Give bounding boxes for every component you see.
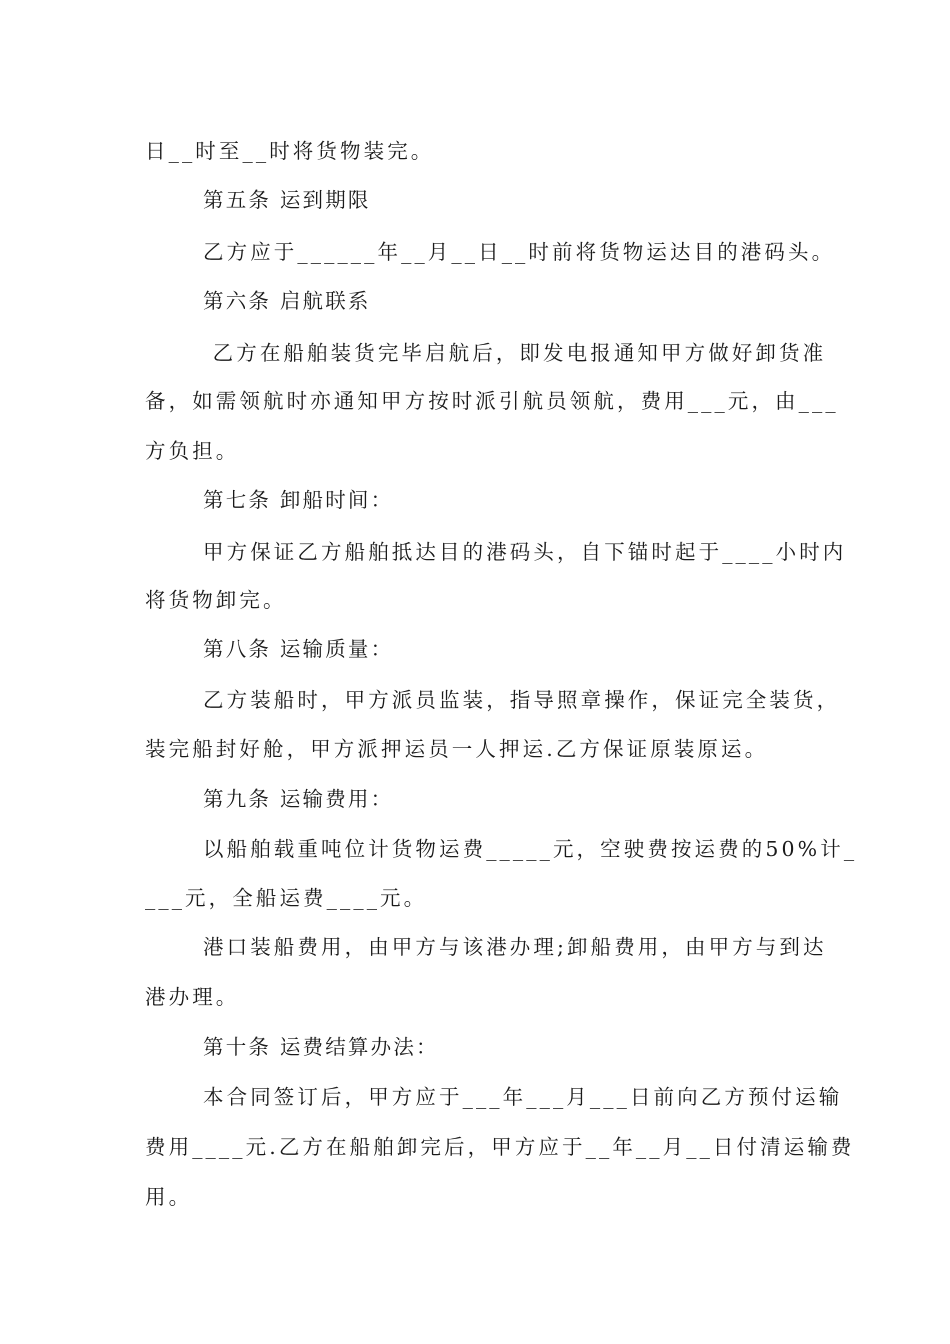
paragraph-line: 方负担。 bbox=[145, 439, 240, 463]
article-5-heading: 第五条 运到期限 bbox=[203, 188, 371, 212]
paragraph-line: 本合同签订后，甲方应于___年___月___日前向乙方预付运输 bbox=[203, 1085, 843, 1109]
article-7-heading: 第七条 卸船时间： bbox=[203, 488, 394, 512]
paragraph-line: 港口装船费用，由甲方与该港办理;卸船费用，由甲方与到达 bbox=[203, 935, 827, 959]
paragraph-line: 日__时至__时将货物装完。 bbox=[145, 139, 435, 163]
paragraph-line: 港办理。 bbox=[145, 985, 240, 1009]
paragraph-line: 装完船封好舱，甲方派押运员一人押运.乙方保证原装原运。 bbox=[145, 737, 769, 761]
paragraph-line: ___元，全船运费____元。 bbox=[145, 886, 428, 910]
paragraph-line: 以船舶载重吨位计货物运费_____元，空驶费按运费的50%计_ bbox=[203, 837, 858, 861]
article-8-heading: 第八条 运输质量： bbox=[203, 637, 394, 661]
paragraph-line: 甲方保证乙方船舶抵达目的港码头，自下锚时起于____小时内 bbox=[203, 540, 847, 564]
paragraph-line: 乙方应于______年__月__日__时前将货物运达目的港码头。 bbox=[203, 240, 836, 264]
article-6-heading: 第六条 启航联系 bbox=[203, 289, 371, 313]
paragraph-line: 用。 bbox=[145, 1185, 193, 1209]
paragraph-line: 乙方在船舶装货完毕启航后，即发电报通知甲方做好卸货准 bbox=[203, 341, 827, 365]
paragraph-line: 费用____元.乙方在船舶卸完后，甲方应于__年__月__日付清运输费 bbox=[145, 1135, 855, 1159]
paragraph-line: 乙方装船时，甲方派员监装，指导照章操作，保证完全装货， bbox=[203, 688, 841, 712]
article-9-heading: 第九条 运输费用： bbox=[203, 787, 394, 811]
paragraph-line: 将货物卸完。 bbox=[145, 588, 287, 612]
article-10-heading: 第十条 运费结算办法： bbox=[203, 1035, 439, 1059]
paragraph-line: 备，如需领航时亦通知甲方按时派引航员领航，费用___元，由___ bbox=[145, 389, 839, 413]
